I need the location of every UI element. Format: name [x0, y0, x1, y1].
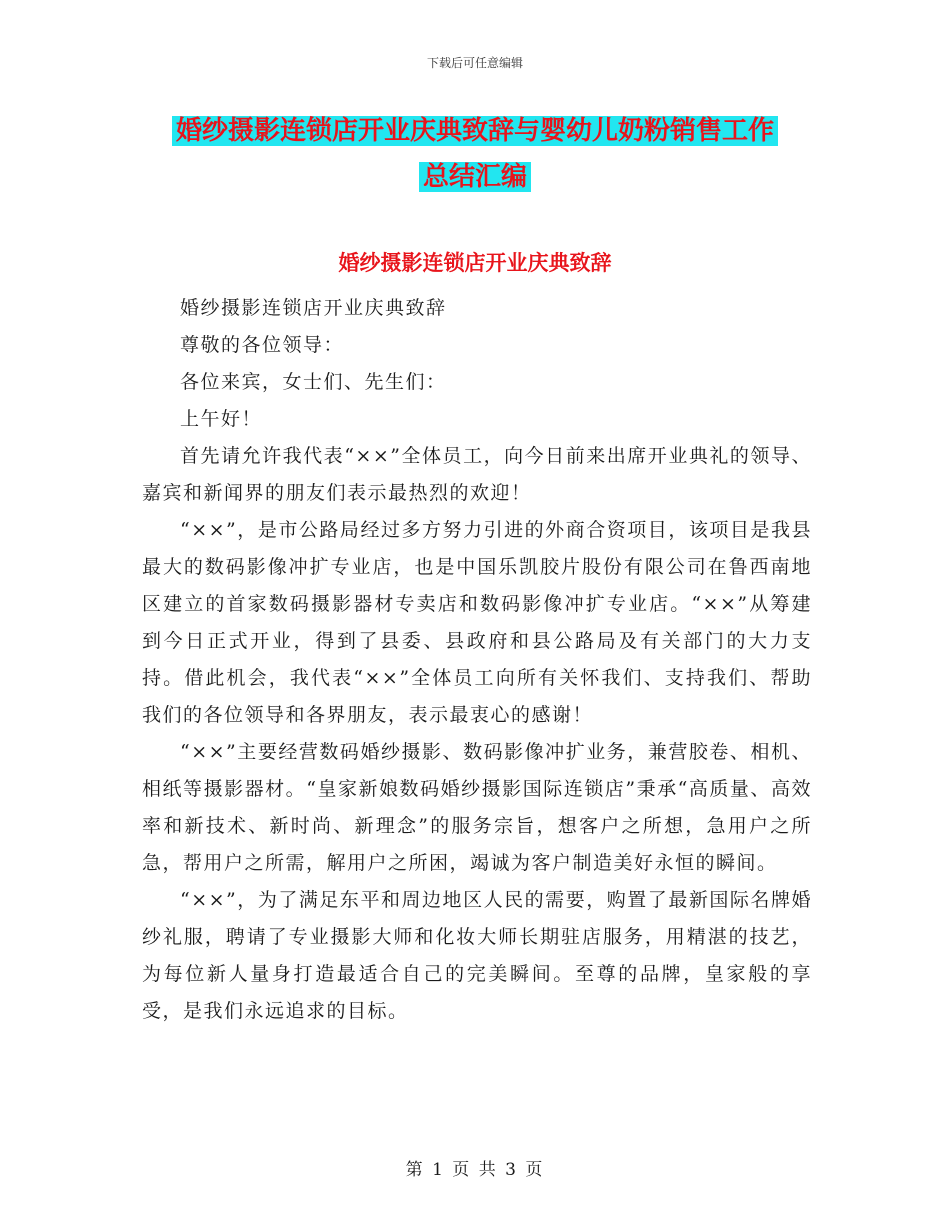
page-number-footer: 第 1 页 共 3 页: [405, 1160, 545, 1180]
document-title-line-1: 婚纱摄影连锁店开业庆典致辞与婴幼儿奶粉销售工作: [172, 116, 778, 146]
paragraph: 各位来宾，女士们、先生们：: [180, 371, 447, 393]
paragraph: “××”，是市公路局经过多方努力引进的外商合资项目，该项目是我县最大的数码影像冲扩专业店，也是中国乐凯胶片股份有限公司在鲁西南地区建立的首家数码摄影器材专卖店和数码影像冲扩专业店。“××”从筹建到今日正式开业，得到了县委、县政府和县公路局及有关部门的大力支持。借此机会，我代表“××”全体员工向所有关怀我们、支持我们、帮助我们的各位领导和各界朋友，表示最衷心的感谢！: [142, 519, 812, 726]
paragraph: 首先请允许我代表“××”全体员工，向今日前来出席开业典礼的领导、嘉宾和新闻界的朋友们表示最热烈的欢迎！: [142, 445, 812, 504]
paragraph: 婚纱摄影连锁店开业庆典致辞: [180, 297, 447, 319]
paragraph: 上午好！: [180, 408, 263, 430]
paragraph: “××”主要经营数码婚纱摄影、数码影像冲扩业务，兼营胶卷、相机、相纸等摄影器材。“皇家新娘数码婚纱摄影国际连锁店”秉承“高质量、高效率和新技术、新时尚、新理念”的服务宗旨，想客户之所想，急用户之所急，帮用户之所需，解用户之所困，竭诚为客户制造美好永恒的瞬间。: [142, 741, 812, 874]
document-title-line-2: 总结汇编: [419, 162, 531, 192]
paragraph: 尊敬的各位领导：: [180, 334, 345, 356]
section-title: 婚纱摄影连锁店开业庆典致辞: [338, 251, 612, 275]
body-text: [142, 290, 812, 1030]
header-note: 下载后可任意编辑: [426, 56, 523, 70]
document-title: [150, 108, 800, 200]
paragraph: “××”，为了满足东平和周边地区人民的需要，购置了最新国际名牌婚纱礼服，聘请了专业摄影大师和化妆大师长期驻店服务，用精湛的技艺，为每位新人量身打造最适合自己的完美瞬间。至尊的品牌，皇家般的享受，是我们永远追求的目标。: [142, 889, 812, 1022]
